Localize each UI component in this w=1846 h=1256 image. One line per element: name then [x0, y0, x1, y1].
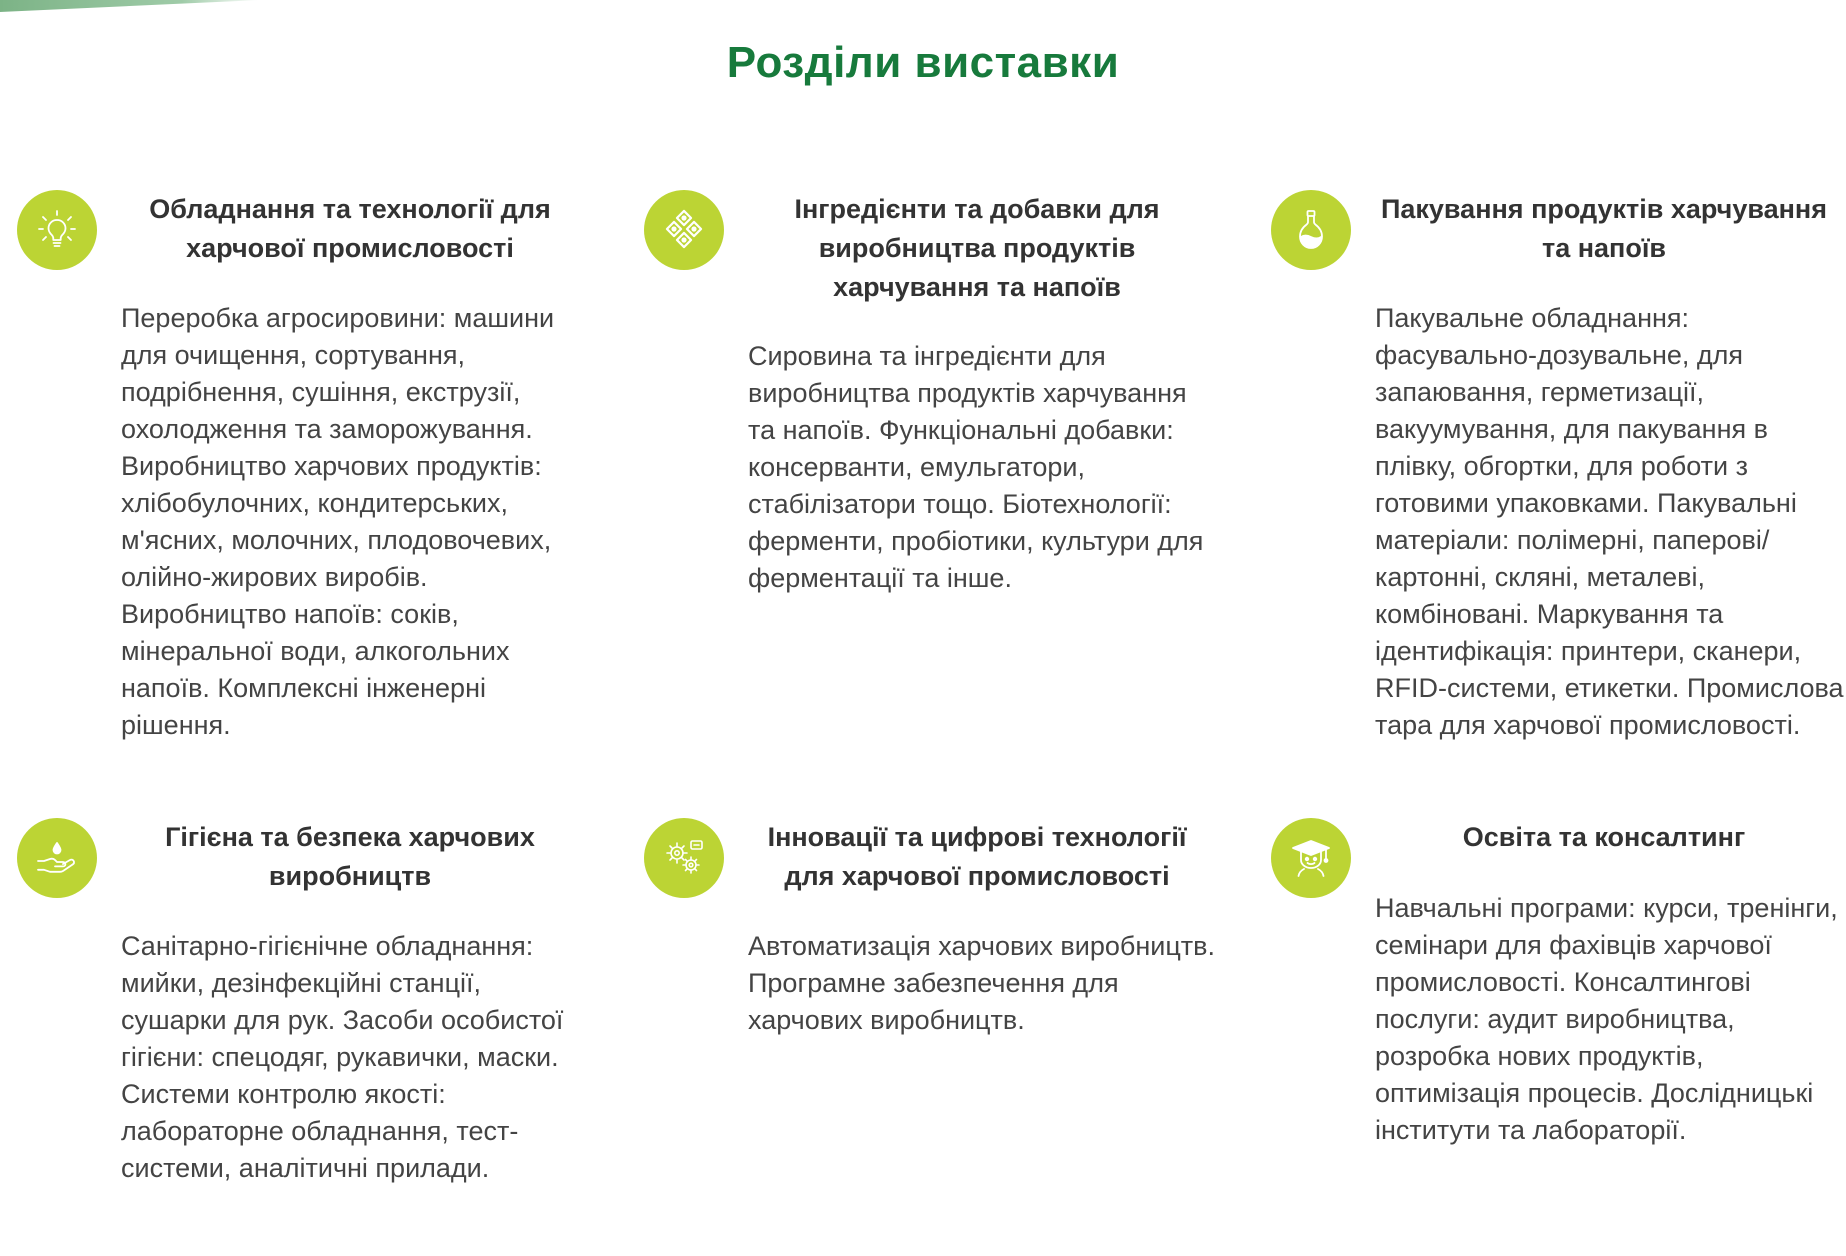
graduation-cap-icon [1271, 818, 1351, 898]
section-title: Гігієна та безпека харчових виробництв [165, 822, 535, 891]
hand-washing-icon [17, 818, 97, 898]
section-title: Інновації та цифрові технології для харчової промисловості [767, 822, 1187, 891]
bottle-icon [1271, 190, 1351, 270]
gears-icon [644, 818, 724, 898]
section-description: Сировина та інгредієнти для виробництва продуктів харчування та напоїв. Функціональні добавки: консерванти, емульгатори, стабілізатори тощо. Біотехнології: ферменти, пробіотики, культури для ферментації та інше. [748, 341, 1204, 593]
section-title: Пакування продуктів харчування та напоїв [1380, 194, 1827, 263]
section-description: Санітарно-гігієнічне обладнання: мийки, дезінфекційні станції, сушарки для рук. Засоби особистої гігієни: спецодяг, рукавички, маски. Системи контролю якості: лабораторне обладнання, тест-системи, аналітичні прилади. [121, 931, 564, 1183]
decorative-stripe [0, 0, 260, 12]
section-title: Обладнання та технології для харчової промисловості [149, 194, 551, 263]
section-title: Освіта та консалтинг [1462, 822, 1746, 852]
page-title: Розділи виставки [726, 38, 1120, 87]
lightbulb-icon [17, 190, 97, 270]
section-description: Навчальні програми: курси, тренінги, семінари для фахівців харчової промисловості. Консалтингові послуги: аудит виробництва, розробка нових продуктів, оптимізація процесів. Дослідницькі інститути та лабораторії. [1375, 893, 1838, 1145]
section-description: Пакувальне обладнання: фасувально-дозувальне, для запаювання, герметизації, вакуумування, для пакування в плівку, обгортки, для роботи з готовими упаковками. Пакувальні матеріали: полімерні, паперові/картонні, скляні, металеві, комбіновані. Маркування та ідентифікація: принтери, сканери, RFID-системи, етикетки. Промислова тара для харчової промисловості. [1375, 303, 1844, 740]
section-description: Переробка агросировини: машини для очищення, сортування, подрібнення, сушіння, екструзії, охолодження та заморожування. Виробництво харчових продуктів: хлібобулочних, кондитерських, м'ясних, молочних, плодовочевих, олійно-жирових виробів. Виробництво напоїв: соків, мінеральної води, алкогольних напоїв. Комплексні інженерні рішення. [121, 303, 555, 740]
section-description: Автоматизація харчових виробництв. Програмне забезпечення для харчових виробництв. [748, 931, 1215, 1035]
section-title: Інгредієнти та добавки для виробництва продуктів харчування та напоїв [794, 194, 1160, 302]
ingredients-icon [644, 190, 724, 270]
